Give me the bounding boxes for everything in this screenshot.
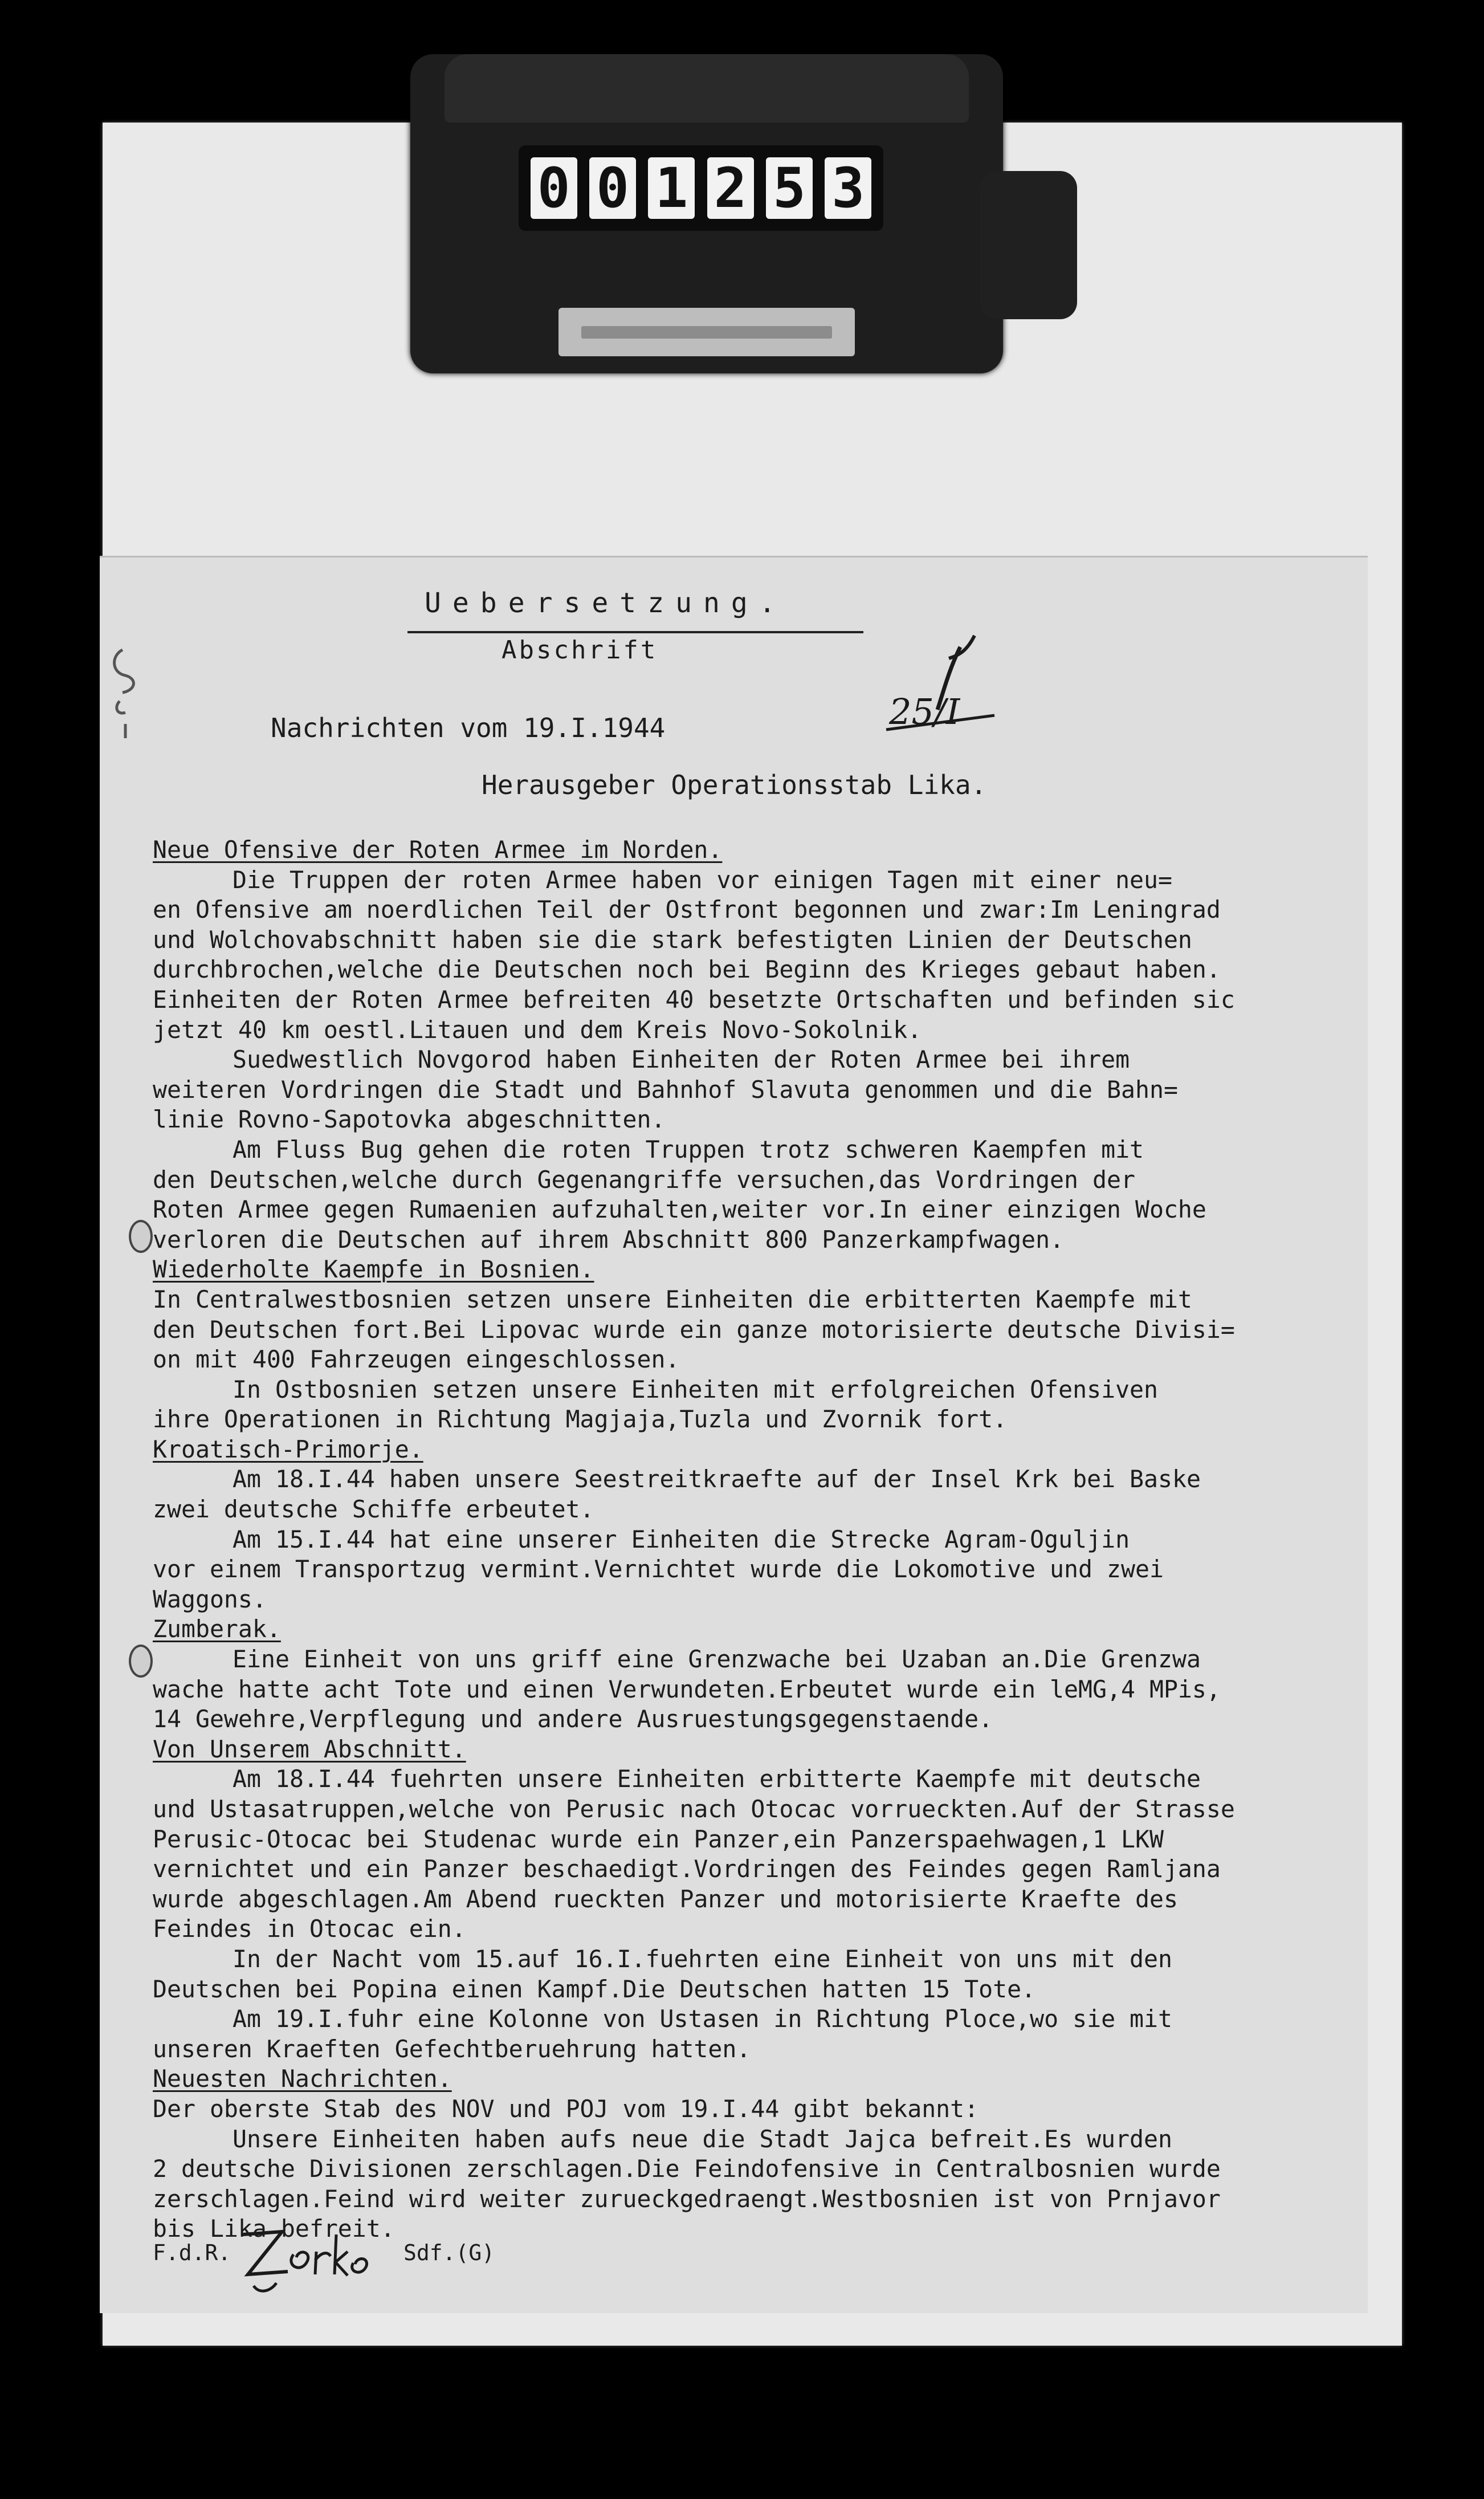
body-text-line: Die Truppen der roten Armee haben vor einigen Tagen mit einer neu= bbox=[233, 865, 1173, 894]
section-heading bbox=[153, 1435, 1367, 1465]
sdf-label: Sdf.(G) bbox=[403, 2240, 495, 2265]
body-text-line: en Ofensive am noerdlichen Teil der Ostfront begonnen und zwar:Im Leningrad bbox=[153, 896, 1221, 924]
punch-hole-icon bbox=[129, 1645, 153, 1678]
body-text-line: durchbrochen,welche die Deutschen noch bei Beginn des Krieges gebaut haben. bbox=[153, 955, 1221, 984]
signature-icon bbox=[231, 2212, 379, 2297]
initials-text: 25/I bbox=[889, 691, 960, 732]
body-text-line: Einheiten der Roten Armee befreiten 40 besetzte Ortschaften und befinden sic bbox=[153, 985, 1235, 1014]
body-text-line: wache hatte acht Tote und einen Verwundeten.Erbeutet wurde ein leMG,4 MPis, bbox=[153, 1675, 1221, 1703]
section-heading-text: Neuesten Nachrichten. bbox=[153, 2065, 452, 2093]
body-text-line: unseren Kraeften Gefechtberuehrung hatten. bbox=[153, 2034, 751, 2063]
body-text-line: den Deutschen,welche durch Gegenangriffe versuchen,das Vordringen der bbox=[153, 1165, 1135, 1194]
counter-digit: 2 bbox=[707, 157, 754, 219]
frame-counter bbox=[410, 54, 1003, 373]
body-text-line: In Centralwestbosnien setzen unsere Einheiten die erbitterten Kaempfe mit bbox=[153, 1285, 1192, 1313]
body-text-line: wurde abgeschlagen.Am Abend rueckten Panzer und motorisierte Kraefte des bbox=[153, 1885, 1178, 1913]
body-text-line: Suedwestlich Novgorod haben Einheiten der Roten Armee bei ihrem bbox=[233, 1045, 1130, 1074]
document-title: Uebersetzung. bbox=[425, 587, 787, 619]
body-text-line: bis Lika befreit. bbox=[153, 2215, 395, 2243]
counter-digit: 0 bbox=[531, 157, 577, 219]
fdr-label: F.d.R. bbox=[153, 2240, 231, 2265]
section-heading bbox=[153, 835, 1367, 865]
body-text-line: und Wolchovabschnitt haben sie die stark befestigten Linien der Deutschen bbox=[153, 925, 1192, 954]
body-text-line: Am 18.I.44 haben unsere Seestreitkraefte auf der Insel Krk bei Baske bbox=[233, 1465, 1201, 1493]
counter-digit: 1 bbox=[648, 157, 695, 219]
section-heading-text: Neue Ofensive der Roten Armee im Norden. bbox=[153, 836, 723, 864]
body-text-line: Roten Armee gegen Rumaenien aufzuhalten,weiter vor.In einer einzigen Woche bbox=[153, 1195, 1206, 1224]
body-text-line: In Ostbosnien setzen unsere Einheiten mit erfolgreichen Ofensiven bbox=[233, 1375, 1159, 1403]
punch-hole-icon bbox=[129, 1220, 153, 1253]
section-heading bbox=[153, 1255, 1367, 1285]
body-text-line: In der Nacht vom 15.auf 16.I.fuehrten eine Einheit von uns mit den bbox=[233, 1944, 1173, 1973]
body-text-line: zwei deutsche Schiffe erbeutet. bbox=[153, 1495, 594, 1524]
counter-top bbox=[445, 54, 969, 123]
handwritten-initials-icon bbox=[880, 624, 1012, 755]
section-heading-text: Von Unserem Abschnitt. bbox=[153, 1735, 466, 1763]
body-text-line: vor einem Transportzug vermint.Vernichtet wurde die Lokomotive und zwei bbox=[153, 1555, 1164, 1584]
counter-label-plate bbox=[558, 308, 855, 356]
body-text-line: Der oberste Stab des NOV und POJ vom 19.I.44 gibt bekannt: bbox=[153, 2094, 979, 2123]
section-heading-text: Zumberak. bbox=[153, 1615, 281, 1643]
counter-digit: 5 bbox=[766, 157, 813, 219]
body-text-line: Am 18.I.44 fuehrten unsere Einheiten erbitterte Kaempfe mit deutsche bbox=[233, 1765, 1201, 1793]
body-text-line: den Deutschen fort.Bei Lipovac wurde ein ganze motorisierte deutsche Divisi= bbox=[153, 1315, 1235, 1344]
body-text-line: Waggons. bbox=[153, 1585, 267, 1613]
body-text-line: Am 15.I.44 hat eine unserer Einheiten die Strecke Agram-Oguljin bbox=[233, 1525, 1130, 1553]
section-heading-text: Wiederholte Kaempfe in Bosnien. bbox=[153, 1255, 594, 1284]
document-subtitle: Abschrift bbox=[502, 636, 658, 665]
margin-mark-icon bbox=[105, 644, 145, 741]
counter-knob bbox=[980, 171, 1077, 319]
body-text-line: weiteren Vordringen die Stadt und Bahnhof Slavuta genommen und die Bahn= bbox=[153, 1075, 1178, 1104]
body-text-line: jetzt 40 km oestl.Litauen und dem Kreis Novo-Sokolnik. bbox=[153, 1015, 922, 1044]
counter-digit: 0 bbox=[589, 157, 636, 219]
body-text-line: Am Fluss Bug gehen die roten Truppen trotz schweren Kaempfen mit bbox=[233, 1135, 1144, 1163]
body-text-line: on mit 400 Fahrzeugen eingeschlossen. bbox=[153, 1345, 680, 1374]
body-text-line: und Ustasatruppen,welche von Perusic nach Otocac vorrueckten.Auf der Strasse bbox=[153, 1795, 1235, 1823]
body-text-line: Unsere Einheiten haben aufs neue die Stadt Jajca befreit.Es wurden bbox=[233, 2124, 1173, 2153]
body-text-line: Feindes in Otocac ein. bbox=[153, 1915, 466, 1943]
section-heading bbox=[153, 1614, 1367, 1645]
section-heading bbox=[153, 2064, 1367, 2094]
body-text-line: 14 Gewehre,Verpflegung und andere Ausruestungsgegenstaende. bbox=[153, 1705, 993, 1733]
body-text-line: verloren die Deutschen auf ihrem Abschnitt 800 Panzerkampfwagen. bbox=[153, 1225, 1065, 1253]
body-text-line: Deutschen bei Popina einen Kampf.Die Deutschen hatten 15 Tote. bbox=[153, 1975, 1036, 2003]
body-text-line: vernichtet und ein Panzer beschaedigt.Vordringen des Feindes gegen Ramljana bbox=[153, 1855, 1221, 1883]
title-underline bbox=[407, 631, 863, 633]
section-heading bbox=[153, 1735, 1367, 1765]
body-text-line: zerschlagen.Feind wird weiter zurueckgedraengt.Westbosnien ist von Prnjavor bbox=[153, 2184, 1221, 2213]
section-heading-text: Kroatisch-Primorje. bbox=[153, 1435, 423, 1463]
dateline: Nachrichten vom 19.I.1944 bbox=[271, 713, 666, 743]
counter-digit: 3 bbox=[825, 157, 871, 219]
body-text-line: Eine Einheit von uns griff eine Grenzwache bei Uzaban an.Die Grenzwa bbox=[233, 1645, 1201, 1674]
document-body bbox=[153, 835, 1367, 2244]
counter-label-strip bbox=[581, 326, 832, 339]
body-text-line: 2 deutsche Divisionen zerschlagen.Die Feindofensive in Centralbosnien wurde bbox=[153, 2155, 1221, 2183]
body-text-line: Am 19.I.fuhr eine Kolonne von Ustasen in Richtung Ploce,wo sie mit bbox=[233, 2005, 1173, 2033]
body-text-line: linie Rovno-Sapotovka abgeschnitten. bbox=[153, 1105, 666, 1134]
closing-line bbox=[153, 2240, 495, 2265]
body-text-line: ihre Operationen in Richtung Magjaja,Tuzla und Zvornik fort. bbox=[153, 1405, 1008, 1434]
counter-window bbox=[519, 145, 883, 231]
publisher-line: Herausgeber Operationsstab Lika. bbox=[482, 770, 987, 800]
body-text-line: Perusic-Otocac bei Studenac wurde ein Panzer,ein Panzerspaehwagen,1 LKW bbox=[153, 1825, 1164, 1853]
